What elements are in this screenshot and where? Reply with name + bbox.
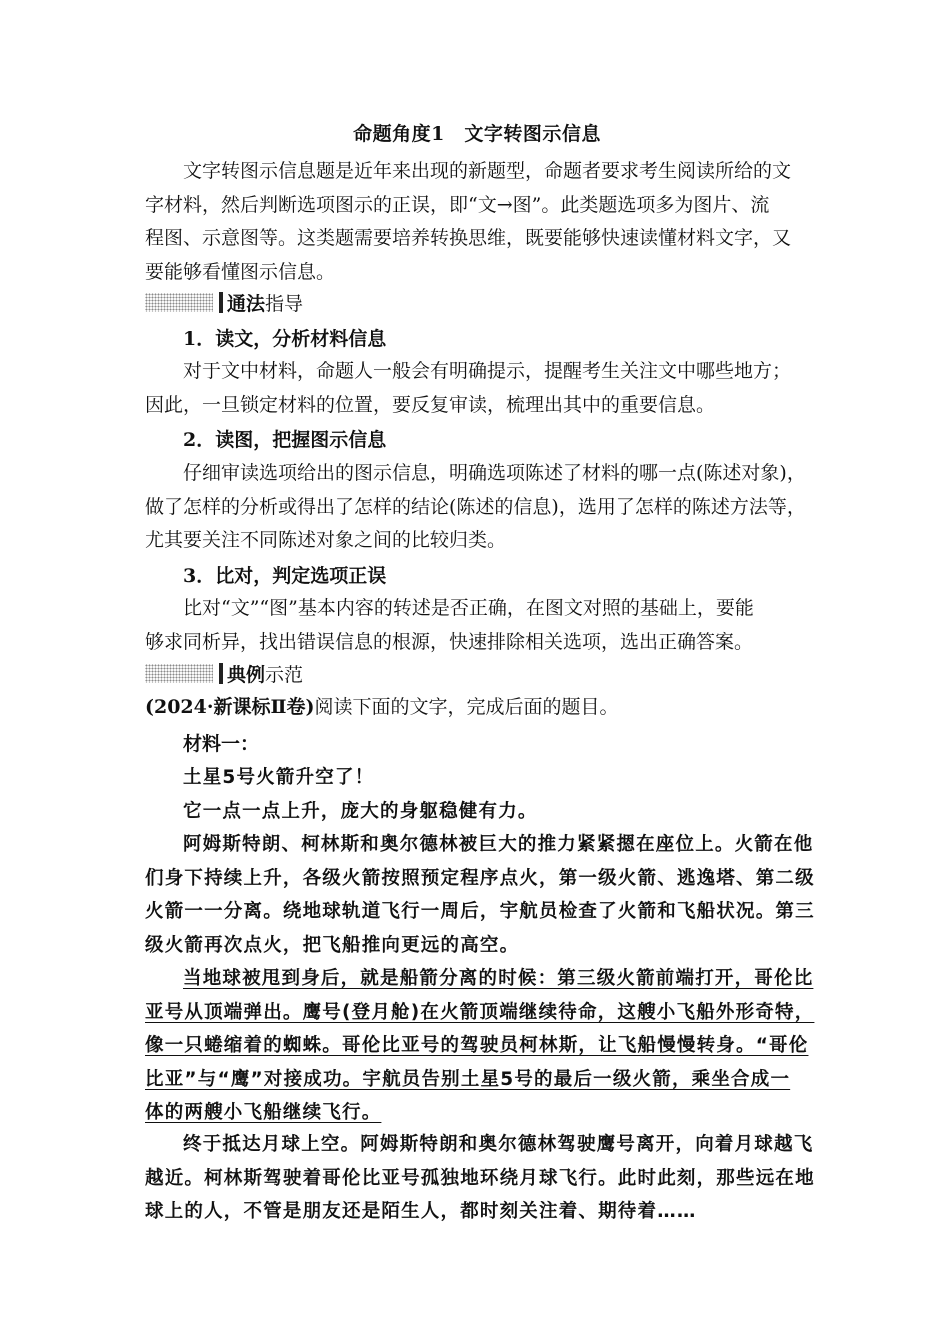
underlined-line: 亚号从顶端弹出。鹰号(登月舱)在火箭顶端继续待命，这艘小飞船外形奇特， [145,1001,815,1023]
material-paragraph-1 [145,828,815,962]
method-line: 尤其要关注不同陈述对象之间的比较归类。 [145,529,507,551]
material-line: 火箭一一分离。绕地球轨道飞行一周后，宇航员检查了火箭和飞船状况。第三 [145,901,815,922]
section-bar-icon [219,663,223,684]
underlined-line: 当地球被甩到身后，就是船箭分离的时候：第三级火箭前端打开，哥伦比 [183,968,814,989]
material-line: 们身下持续上升，各级火箭按照预定程序点火，第一级火箭、逃逸塔、第二级 [145,867,815,889]
method-line: 因此，一旦锁定材料的位置，要反复审读，梳理出其中的重要信息。 [145,393,716,416]
material-line: 级火箭再次点火，把飞船推向更远的高空。 [145,934,520,956]
section-title: 典例示范 [227,663,304,686]
material-line: 它一点一点上升，庞大的身躯稳健有力。 [183,800,538,822]
material-line: 终于抵达月球上空。阿姆斯特朗和奥尔德林驾驶鹰号离开，向着月球越飞 [183,1134,814,1155]
material-intro [145,761,809,828]
method-heading-3: 3．比对，判定选项正误 [183,565,387,587]
underlined-line: 体的两艘小飞船继续飞行。 [145,1102,382,1123]
material-paragraph-3 [145,1128,815,1229]
intro-line: 字材料，然后判断选项图示的正误，即“文→图”。此类题选项多为图片、流 [145,193,770,216]
material-line: 土星5号火箭升空了！ [183,767,375,788]
method-heading-1: 1．读文，分析材料信息 [183,328,387,350]
example-source-line [145,691,809,725]
section-title: 通法指导 [227,292,304,315]
intro-line: 要能够看懂图示信息。 [145,260,336,283]
material-line: 越近。柯林斯驾驶着哥伦比亚号孤独地环绕月球飞行。此时此刻，那些远在地 [145,1167,815,1189]
method-paragraph-2 [145,457,809,558]
material-paragraph-2-underlined [145,962,815,1130]
method-line: 仔细审读选项给出的图示信息，明确选项陈述了材料的哪一点(陈述对象)， [183,462,806,484]
material-label: 材料一： [183,733,260,755]
method-heading-2: 2．读图，把握图示信息 [183,429,387,451]
section-header-method [145,289,303,315]
dotted-pattern-icon [145,664,213,683]
intro-line: 文字转图示信息题是近年来出现的新题型，命题者要求考生阅读所给的文 [183,160,792,182]
underlined-line: 像一只蜷缩着的蜘蛛。哥伦比亚号的驾驶员柯林斯，让飞船慢慢转身。“哥伦 [145,1035,809,1056]
example-source: (2024·新课标Ⅱ卷) [145,696,315,718]
page-title: 命题角度1 文字转图示信息 [353,123,601,145]
dotted-pattern-icon [145,293,213,312]
method-line: 对于文中材料，命题人一般会有明确提示，提醒考生关注文中哪些地方； [183,360,792,382]
material-line: 球上的人，不管是朋友还是陌生人，都时刻关注着、期待着…… [145,1201,697,1222]
method-line: 做了怎样的分析或得出了怎样的结论(陈述的信息)，选用了怎样的陈述方法等， [145,495,806,518]
section-bar-icon [219,292,223,313]
example-instruction: 阅读下面的文字，完成后面的题目。 [314,696,619,718]
intro-line: 程图、示意图等。这类题需要培养转换思维，既要能够快速读懂材料文字，又 [145,227,792,249]
section-header-example [145,660,303,686]
method-paragraph-1 [145,355,809,422]
method-line: 够求同析异，找出错误信息的根源，快速排除相关选项，选出正确答案。 [145,630,754,653]
underlined-line: 比亚”与“鹰”对接成功。宇航员告别土星5号的最后一级火箭，乘坐合成一 [145,1068,791,1090]
method-paragraph-3 [145,592,809,659]
intro-paragraph [145,155,809,289]
material-line: 阿姆斯特朗、柯林斯和奥尔德林被巨大的推力紧紧摁在座位上。火箭在他 [183,834,814,855]
method-line: 比对“文”“图”基本内容的转述是否正确，在图文对照的基础上，要能 [183,597,754,619]
